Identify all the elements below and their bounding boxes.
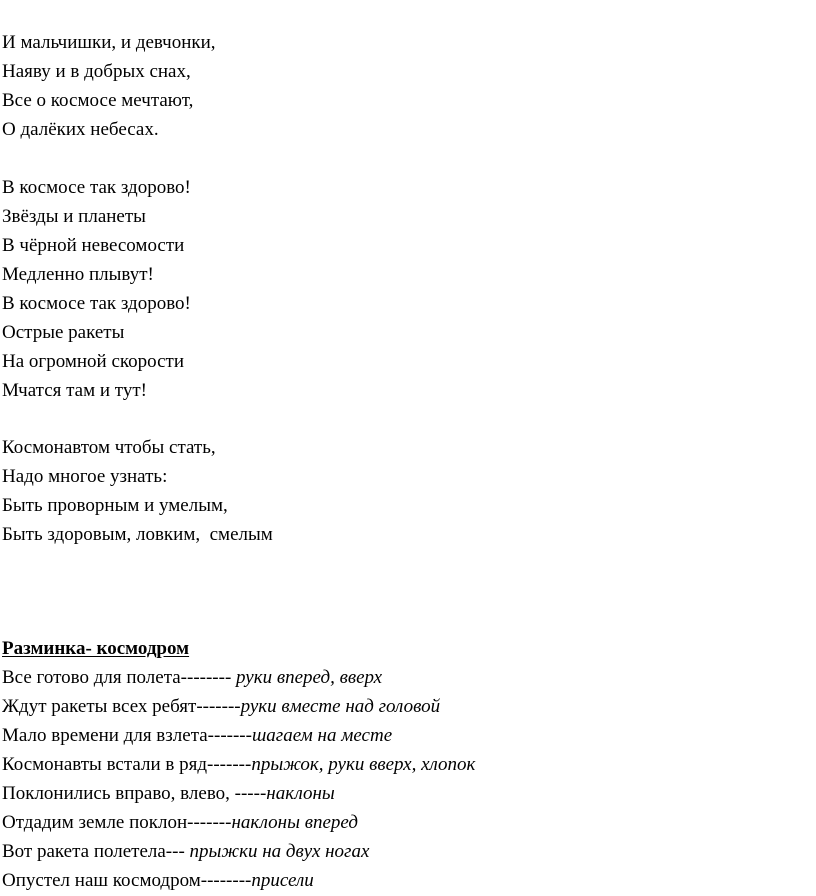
warmup-row-text: Опустел наш космодром-------- <box>2 870 252 891</box>
warmup-row <box>2 812 358 834</box>
poem-line: Быть проворным и умелым, <box>2 495 228 516</box>
poem-line: Надо многое узнать: <box>2 466 168 487</box>
warmup-row <box>2 870 314 892</box>
poem-line: В космосе так здорово! <box>2 293 191 314</box>
warmup-row-action: присели <box>251 870 314 891</box>
poem-line: И мальчишки, и девчонки, <box>2 32 216 53</box>
poem-line: Мчатся там и тут! <box>2 380 147 401</box>
poem-line: Все о космосе мечтают, <box>2 90 194 111</box>
poem-line: Космонавтом чтобы стать, <box>2 437 216 458</box>
warmup-title: Разминка- космодром <box>2 638 190 659</box>
warmup-row-text: Отдадим земле поклон------- <box>2 812 232 833</box>
warmup-row-text: Поклонились вправо, влево, ----- <box>2 783 267 804</box>
warmup-row <box>2 783 335 805</box>
warmup-row-text: Космонавты встали в ряд------- <box>2 754 252 775</box>
warmup-row-text: Мало времени для взлета------- <box>2 725 252 746</box>
warmup-row-action: наклоны <box>266 783 335 804</box>
warmup-row-action: наклоны вперед <box>231 812 358 833</box>
poem-line: Звёзды и планеты <box>2 206 146 227</box>
poem-line: Быть здоровым, ловким, смелым <box>2 524 273 545</box>
warmup-row <box>2 667 382 689</box>
poem-line: Медленно плывут! <box>2 264 154 285</box>
warmup-row <box>2 754 475 776</box>
warmup-row-text: Ждут ракеты всех ребят------- <box>2 696 241 717</box>
warmup-row <box>2 696 440 718</box>
warmup-row-action: прыжки на двух ногах <box>189 841 370 862</box>
warmup-row-action: прыжок, руки вверх, хлопок <box>251 754 476 775</box>
poem-line: В чёрной невесомости <box>2 235 185 256</box>
poem-line: О далёких небесах. <box>2 119 159 140</box>
poem-line: Наяву и в добрых снах, <box>2 61 191 82</box>
warmup-row-action: руки вперед, вверх <box>236 667 383 688</box>
warmup-row-action: шагаем на месте <box>251 725 393 746</box>
warmup-row-text: Вот ракета полетела--- <box>2 841 190 862</box>
warmup-row <box>2 725 392 747</box>
poem-line: Острые ракеты <box>2 322 125 343</box>
warmup-row-text: Все готово для полета-------- <box>2 667 237 688</box>
warmup-row <box>2 841 369 863</box>
poem-line: На огромной скорости <box>2 351 185 372</box>
warmup-row-action: руки вместе над головой <box>240 696 441 717</box>
poem-line: В космосе так здорово! <box>2 177 191 198</box>
